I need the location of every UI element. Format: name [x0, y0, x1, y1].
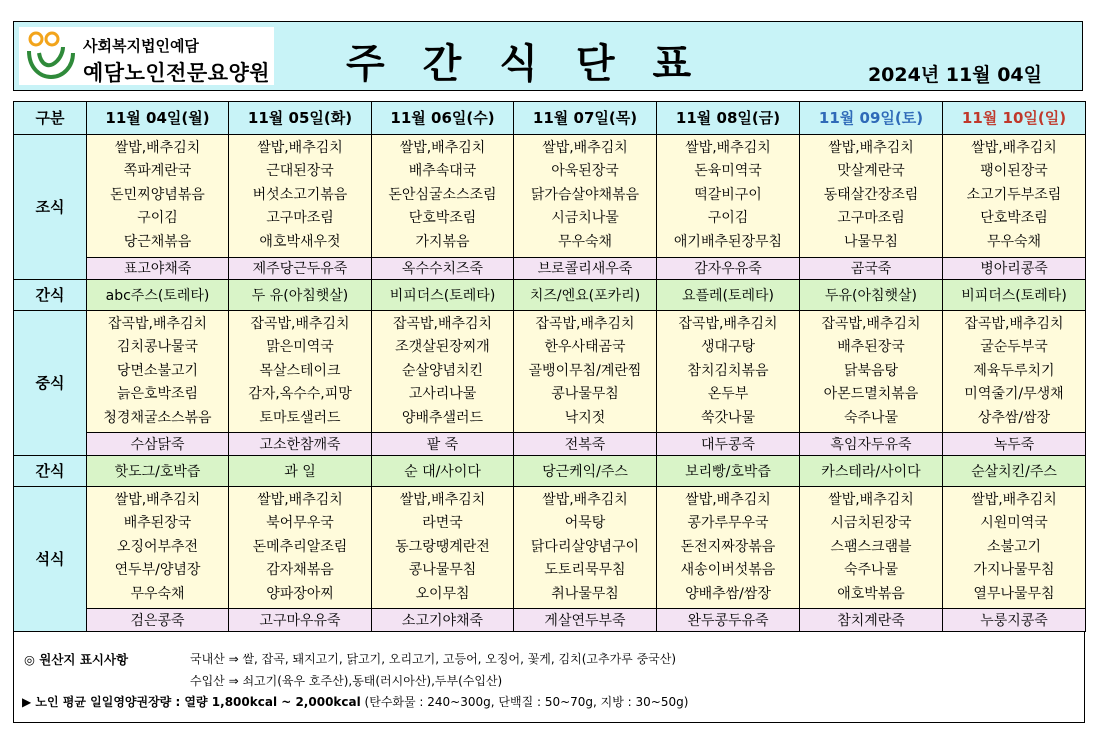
lunch-menu-cell [87, 310, 229, 433]
menu-item: 맑은미역국 [266, 339, 334, 356]
menu-item: 나물무침 [843, 234, 899, 250]
menu-item: 쌀밥,배추김치 [828, 491, 914, 508]
menu-item: 숙주나물 [843, 562, 899, 579]
day-header: 11월 04일(월) [87, 102, 229, 135]
menu-item: 쌀밥,배추김치 [828, 139, 914, 156]
menu-item: 애기배추된장무침 [673, 234, 783, 250]
morning-snack-row [14, 280, 1086, 311]
menu-item: 양파장아찌 [266, 585, 334, 602]
day-header: 11월 08일(금) [657, 102, 800, 135]
origin-imported: 수입산 ⇒ 쇠고기(육우 호주산),동태(러시아산),두부(수입산) [190, 674, 503, 688]
menu-item: 취나물무침 [551, 585, 619, 602]
menu-item: 오징어부추전 [116, 538, 199, 555]
day-header-row [14, 102, 1086, 135]
porridge-cell: 표고야채죽 [87, 257, 229, 280]
lunch-row [14, 310, 1086, 433]
porridge-cell: 전복죽 [514, 433, 657, 456]
breakfast-menu-cell [87, 134, 229, 257]
snack-cell: 보리빵/호박즙 [657, 455, 800, 486]
porridge-cell: 대두콩죽 [657, 433, 800, 456]
menu-item: 동그랑땡계란전 [395, 538, 490, 555]
snack-cell: 두유(아침햇살) [800, 280, 943, 311]
menu-item: 쌀밥,배추김치 [685, 491, 771, 508]
nutrition-label: ▶ 노인 평균 일일영양권장량 : 열량 1,800kcal ~ 2,000kcal [22, 695, 361, 709]
menu-item: 라면국 [422, 515, 463, 532]
dinner-row [14, 486, 1086, 609]
menu-item: 고사리나물 [408, 386, 477, 403]
menu-item: 고구마조림 [266, 210, 334, 227]
menu-item: 돈민찌양념볶음 [110, 186, 205, 203]
menu-item: 쪽파계란국 [123, 163, 192, 180]
menu-item: 잡곡밥,배추김치 [107, 315, 208, 332]
menu-item: 배추된장국 [837, 339, 905, 356]
dinner-menu-cell [87, 486, 229, 609]
dinner-menu-cell [657, 486, 800, 609]
menu-item: 연두부/양념장 [114, 562, 201, 579]
snack-label: 간식 [14, 455, 87, 486]
menu-item: 한우사태곰국 [544, 339, 626, 356]
menu-item: 시원미역국 [980, 515, 1048, 532]
menu-item: 쌀밥,배추김치 [114, 491, 201, 508]
menu-item: 닭다리살양념구이 [530, 538, 640, 555]
snack-label: 간식 [14, 280, 87, 311]
menu-item: 팽이된장국 [980, 163, 1048, 180]
menu-item: 제육두루치기 [973, 362, 1055, 379]
breakfast-menu-cell [372, 134, 514, 257]
day-header: 11월 07일(목) [514, 102, 657, 135]
menu-item: 감자채볶음 [266, 562, 334, 579]
snack-cell: 순살치킨/주스 [943, 455, 1086, 486]
menu-item: 단호박조림 [980, 210, 1048, 227]
weekly-menu-table [13, 101, 1086, 632]
menu-item: 구이김 [137, 210, 178, 227]
footer-notes [13, 632, 1085, 723]
porridge-cell: 검은콩죽 [87, 609, 229, 632]
snack-cell: 카스테라/사이다 [800, 455, 943, 486]
porridge-cell: 제주당근두유죽 [229, 257, 372, 280]
menu-item: 북어무우국 [266, 515, 334, 532]
menu-item: 잡곡밥,배추김치 [821, 315, 921, 332]
dinner-menu-cell [372, 486, 514, 609]
origin-domestic: 국내산 ⇒ 쌀, 잡곡, 돼지고기, 닭고기, 오리고기, 고등어, 오징어, 꽃게, 김치(고추가루 중국산) [190, 652, 677, 666]
menu-item: 무우숙채 [130, 585, 185, 602]
menu-item: 도토리묵무침 [544, 562, 626, 579]
menu-item: 쌀밥,배추김치 [542, 139, 628, 156]
menu-item: 쌀밥,배추김치 [399, 491, 486, 508]
porridge-cell: 옥수수치즈죽 [372, 257, 514, 280]
org-name: 예담노인전문요양원 [83, 61, 271, 85]
breakfast-label: 조식 [14, 134, 87, 279]
logo [19, 27, 274, 85]
origin-title: ◎ 원산지 표시사항 [24, 652, 129, 667]
snack-cell: 치즈/엔요(포카리) [514, 280, 657, 311]
menu-item: 배추된장국 [123, 515, 192, 532]
menu-item: 닭가슴살야채볶음 [530, 186, 640, 203]
menu-item: 양배추쌈/쌈장 [685, 585, 771, 602]
menu-item: 미역줄기/무생채 [964, 386, 1064, 403]
dinner-porridge-row [14, 609, 1086, 632]
porridge-cell: 감자우유죽 [657, 257, 800, 280]
day-header-sunday: 11월 10일(일) [943, 102, 1086, 135]
menu-item: 돈육미역국 [694, 163, 762, 180]
porridge-cell: 게살연두부죽 [514, 609, 657, 632]
menu-item: 버섯소고기볶음 [252, 186, 348, 203]
menu-item: 잡곡밥,배추김치 [964, 315, 1064, 332]
porridge-cell: 고소한참깨죽 [229, 433, 372, 456]
menu-item: 잡곡밥,배추김치 [678, 315, 778, 332]
menu-item: 잡곡밥,배추김치 [250, 315, 350, 332]
snack-cell: abc주스(토레타) [87, 280, 229, 311]
menu-item: 구이김 [707, 210, 749, 227]
dinner-menu-cell [800, 486, 943, 609]
menu-item: 양배추샐러드 [401, 409, 484, 426]
menu-item: 돈전지짜장볶음 [680, 538, 776, 555]
menu-item: 소불고기 [986, 538, 1042, 555]
menu-item: 열무나물무침 [973, 585, 1055, 602]
lunch-menu-cell [514, 310, 657, 433]
menu-item: 돈메추리알조림 [252, 538, 348, 555]
day-header-saturday: 11월 09일(토) [800, 102, 943, 135]
porridge-cell: 브로콜리새우죽 [514, 257, 657, 280]
menu-item: 쌀밥,배추김치 [685, 139, 771, 156]
lunch-menu-cell [657, 310, 800, 433]
porridge-cell: 곰국죽 [800, 257, 943, 280]
page-title: 주간식단표 [346, 40, 730, 87]
menu-item: 잡곡밥,배추김치 [535, 315, 635, 332]
snack-cell: 순 대/사이다 [372, 455, 514, 486]
menu-item: 맛살계란국 [837, 163, 905, 180]
menu-item: 당근채볶음 [123, 234, 192, 250]
nutrition-note [22, 693, 688, 710]
menu-item: 가지볶음 [415, 234, 470, 250]
menu-item: 굴순두부국 [980, 339, 1048, 356]
breakfast-menu-cell [800, 134, 943, 257]
menu-item: 쌀밥,배추김치 [257, 139, 343, 156]
menu-item: 새송이버섯볶음 [680, 562, 776, 579]
breakfast-menu-cell [657, 134, 800, 257]
menu-item: 동태살간장조림 [823, 186, 919, 203]
lunch-label: 중식 [14, 310, 87, 455]
menu-item: 어묵탕 [564, 515, 606, 532]
menu-item: 낙지젓 [564, 409, 606, 426]
menu-item: 콩가루무우국 [687, 515, 769, 532]
menu-item: 골뱅이무침/계란찜 [528, 362, 642, 379]
porridge-cell: 흑임자두유죽 [800, 433, 943, 456]
dinner-label: 석식 [14, 486, 87, 631]
porridge-cell: 팥 죽 [372, 433, 514, 456]
breakfast-menu-cell [229, 134, 372, 257]
menu-item: 애호박새우젓 [259, 234, 341, 250]
porridge-cell: 누룽지콩죽 [943, 609, 1086, 632]
menu-item: 오이무침 [415, 585, 470, 602]
menu-item: 무우숙채 [557, 234, 613, 250]
porridge-cell: 병아리콩죽 [943, 257, 1086, 280]
menu-item: 토마토샐러드 [259, 409, 341, 426]
day-header: 11월 05일(화) [229, 102, 372, 135]
category-header: 구분 [14, 102, 87, 135]
menu-item: 쌀밥,배추김치 [971, 139, 1057, 156]
snack-cell: 비피더스(토레타) [943, 280, 1086, 311]
menu-item: 배추속대국 [408, 163, 477, 180]
breakfast-menu-cell [514, 134, 657, 257]
menu-item: 늙은호박조림 [116, 386, 199, 403]
menu-item: 스팸스크램블 [830, 538, 912, 555]
menu-item: 단호박조림 [408, 210, 477, 227]
porridge-cell: 완두콩두유죽 [657, 609, 800, 632]
menu-item: 쑥갓나물 [700, 409, 756, 426]
breakfast-row [14, 134, 1086, 257]
menu-item: 콩나물무침 [408, 562, 477, 579]
menu-item: 고구마조림 [837, 210, 905, 227]
menu-item: 당면소불고기 [116, 362, 199, 379]
dinner-menu-cell [514, 486, 657, 609]
nutrition-detail: (탄수화물 : 240~300g, 단백질 : 50~70g, 지방 : 30~50g) [360, 695, 689, 709]
lunch-menu-cell [372, 310, 514, 433]
menu-item: 상추쌈/쌈장 [977, 409, 1051, 426]
menu-item: 숙주나물 [843, 409, 899, 426]
menu-item: 근대된장국 [266, 163, 334, 180]
porridge-cell: 녹두죽 [943, 433, 1086, 456]
lunch-porridge-row [14, 433, 1086, 456]
logo-icon [23, 29, 79, 83]
menu-item: 애호박볶음 [837, 585, 905, 602]
menu-item: 잡곡밥,배추김치 [392, 315, 493, 332]
dinner-menu-cell [943, 486, 1086, 609]
menu-item: 아욱된장국 [551, 163, 619, 180]
dinner-menu-cell [229, 486, 372, 609]
menu-item: 돈안심굴소스조림 [388, 186, 497, 203]
day-header: 11월 06일(수) [372, 102, 514, 135]
menu-item: 생대구탕 [700, 339, 756, 356]
porridge-cell: 소고기야채죽 [372, 609, 514, 632]
snack-cell: 핫도그/호박즙 [87, 455, 229, 486]
snack-cell: 두 유(아침햇살) [229, 280, 372, 311]
menu-item: 소고기두부조림 [966, 186, 1062, 203]
menu-item: 청경채굴소스볶음 [103, 409, 212, 426]
menu-item: 목살스테이크 [259, 362, 341, 379]
menu-item: 가지나물무침 [973, 562, 1055, 579]
menu-date: 2024년 11월 04일 [867, 64, 1042, 86]
breakfast-porridge-row [14, 257, 1086, 280]
menu-item: 닭북음탕 [843, 362, 899, 379]
porridge-cell: 고구마우유죽 [229, 609, 372, 632]
snack-cell: 당근케익/주스 [514, 455, 657, 486]
afternoon-snack-row [14, 455, 1086, 486]
menu-item: 떡갈비구이 [694, 186, 762, 203]
header-banner [13, 21, 1083, 91]
menu-item: 쌀밥,배추김치 [257, 491, 343, 508]
menu-item: 시금치된장국 [830, 515, 912, 532]
menu-item: 조갯살된장찌개 [395, 339, 490, 356]
lunch-menu-cell [229, 310, 372, 433]
menu-item: 순살양념치킨 [401, 362, 484, 379]
menu-item: 무우숙채 [986, 234, 1042, 250]
menu-item: 쌀밥,배추김치 [971, 491, 1057, 508]
lunch-menu-cell [800, 310, 943, 433]
menu-item: 온두부 [707, 386, 749, 403]
menu-item: 쌀밥,배추김치 [542, 491, 628, 508]
menu-item: 감자,옥수수,피망 [248, 386, 352, 403]
porridge-cell: 참치계란죽 [800, 609, 943, 632]
snack-cell: 과 일 [229, 455, 372, 486]
org-subtitle: 사회복지법인예담 [83, 37, 199, 55]
lunch-menu-cell [943, 310, 1086, 433]
snack-cell: 비피더스(토레타) [372, 280, 514, 311]
menu-item: 아몬드멸치볶음 [823, 386, 919, 403]
menu-item: 참치김치볶음 [687, 362, 769, 379]
menu-item: 김치콩나물국 [116, 339, 199, 356]
porridge-cell: 수삼닭죽 [87, 433, 229, 456]
menu-item: 쌀밥,배추김치 [114, 139, 201, 156]
breakfast-menu-cell [943, 134, 1086, 257]
menu-item: 콩나물무침 [551, 386, 619, 403]
menu-item: 시금치나물 [551, 210, 619, 227]
snack-cell: 요플레(토레타) [657, 280, 800, 311]
menu-item: 쌀밥,배추김치 [399, 139, 486, 156]
